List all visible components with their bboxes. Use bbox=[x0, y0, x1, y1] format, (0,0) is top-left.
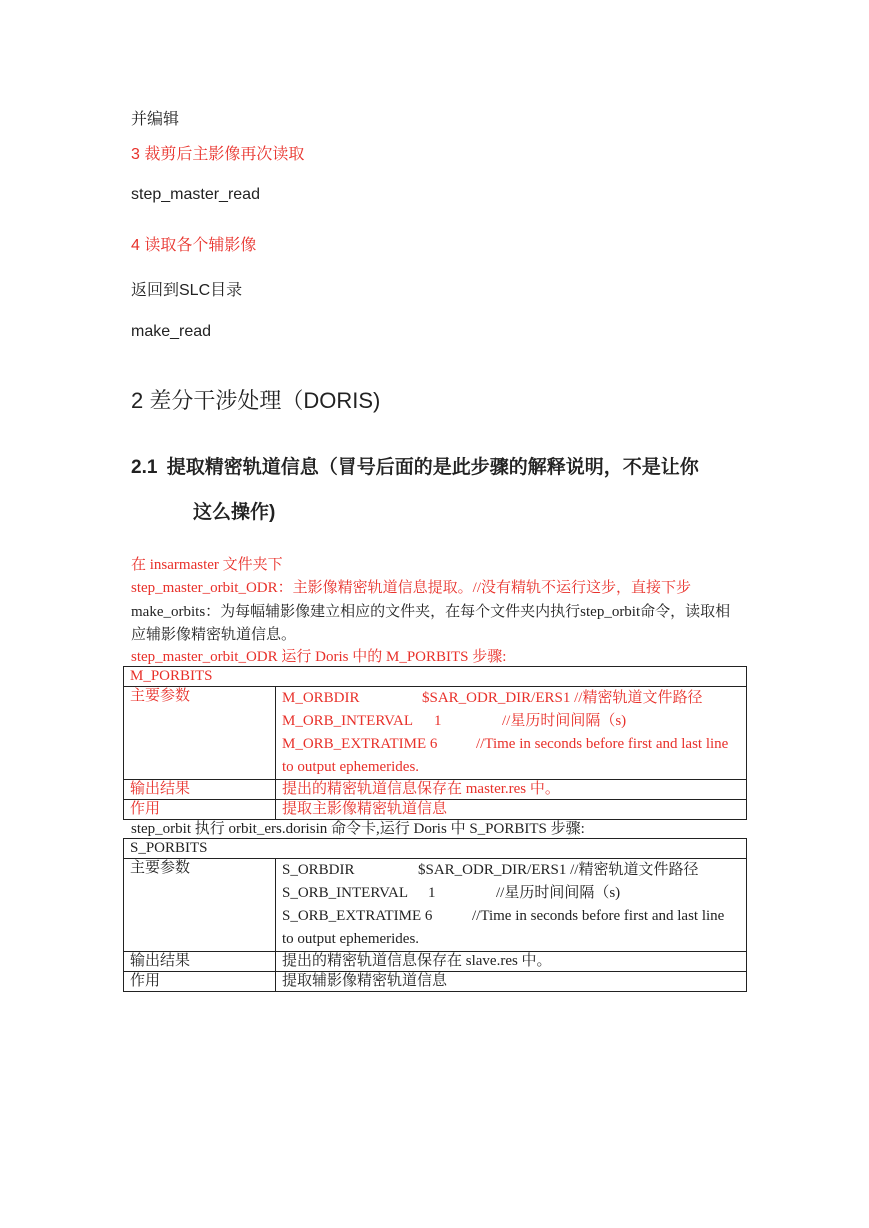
param-key: M_ORBDIR bbox=[282, 690, 360, 706]
param-value: 1 bbox=[428, 885, 436, 901]
output-value-cell bbox=[276, 780, 747, 800]
para-m-porbits-intro: step_master_orbit_ODR 运行 Doris 中的 M_PORBITS 步骤: bbox=[131, 649, 507, 665]
output-label-cell bbox=[124, 780, 276, 800]
table-title-cell bbox=[124, 667, 747, 687]
output-label: 输出结果 bbox=[130, 781, 191, 797]
param-label-cell bbox=[124, 687, 276, 780]
role-value: 提取主影像精密轨道信息 bbox=[282, 801, 448, 817]
step-4-heading: 4 读取各个辅影像 bbox=[131, 237, 257, 254]
table-row bbox=[124, 952, 747, 972]
output-label-cell bbox=[124, 952, 276, 972]
param-line bbox=[282, 733, 740, 756]
output-value: 提出的精密轨道信息保存在 master.res 中。 bbox=[282, 781, 560, 797]
output-label: 输出结果 bbox=[130, 953, 191, 969]
param-key: S_ORB_INTERVAL bbox=[282, 885, 409, 901]
role-label: 作用 bbox=[130, 801, 161, 817]
section-title-line2: 这么操作) bbox=[193, 502, 276, 523]
para-insarmaster-folder: 在 insarmaster 文件夹下 bbox=[131, 557, 283, 573]
param-label-cell bbox=[124, 859, 276, 952]
text-return-slc: 返回到SLC目录 bbox=[131, 282, 243, 299]
step-3-heading: 3 裁剪后主影像再次读取 bbox=[131, 146, 305, 163]
table-m-porbits bbox=[123, 666, 747, 820]
table-title-cell bbox=[124, 839, 747, 859]
param-values-cell bbox=[276, 687, 747, 780]
table-row bbox=[124, 780, 747, 800]
param-key: M_ORB_INTERVAL bbox=[282, 713, 414, 729]
role-label: 作用 bbox=[130, 973, 161, 989]
param-line bbox=[282, 859, 740, 882]
table-row bbox=[124, 972, 747, 992]
param-line bbox=[282, 710, 740, 733]
para-make-orbits-line1: make_orbits：为每幅辅影像建立相应的文件夹，在每个文件夹内执行step_orbit命令，读取相 bbox=[131, 604, 731, 620]
role-value-cell bbox=[276, 972, 747, 992]
para-s-porbits-intro: step_orbit 执行 orbit_ers.dorisin 命令卡,运行 Doris 中 S_PORBITS 步骤: bbox=[131, 821, 585, 837]
param-value: $SAR_ODR_DIR/ERS1 //精密轨道文件路径 bbox=[422, 690, 703, 706]
table-title: S_PORBITS bbox=[130, 840, 208, 856]
command-step-master-read: step_master_read bbox=[131, 186, 260, 203]
param-line bbox=[282, 905, 740, 928]
table-row bbox=[124, 667, 747, 687]
param-value: 1 bbox=[434, 713, 442, 729]
param-line bbox=[282, 687, 740, 710]
param-key: S_ORBDIR bbox=[282, 862, 355, 878]
output-value-cell bbox=[276, 952, 747, 972]
text-line-edit: 并编辑 bbox=[131, 111, 180, 128]
param-label: 主要参数 bbox=[130, 860, 191, 876]
table-s-porbits bbox=[123, 838, 747, 992]
param-comment: //Time in seconds before first and last line bbox=[476, 736, 729, 752]
para-step-master-orbit: step_master_orbit_ODR：主影像精密轨道信息提取。//没有精轨不运行这步，直接下步 bbox=[131, 580, 691, 596]
para-make-orbits-line2: 应辅影像精密轨道信息。 bbox=[131, 627, 297, 643]
table-title: M_PORBITS bbox=[130, 668, 213, 684]
section-number: 2.1 bbox=[131, 457, 158, 478]
param-wrap-line: to output ephemerides. bbox=[282, 759, 420, 775]
param-comment: //Time in seconds before first and last line bbox=[472, 908, 725, 924]
table-row bbox=[124, 859, 747, 952]
param-key: S_ORB_EXTRATIME 6 bbox=[282, 908, 433, 924]
command-make-read: make_read bbox=[131, 323, 212, 340]
param-label: 主要参数 bbox=[130, 688, 191, 704]
section-heading-2-1 bbox=[131, 452, 699, 479]
table-row bbox=[124, 687, 747, 780]
section-title-line1: 提取精密轨道信息（冒号后面的是此步骤的解释说明，不是让你 bbox=[166, 457, 699, 478]
param-wrap-line: to output ephemerides. bbox=[282, 931, 420, 947]
param-key: M_ORB_EXTRATIME 6 bbox=[282, 736, 438, 752]
output-value: 提出的精密轨道信息保存在 slave.res 中。 bbox=[282, 953, 552, 969]
param-comment: //星历时间间隔（s) bbox=[496, 885, 621, 901]
table-row bbox=[124, 839, 747, 859]
role-label-cell bbox=[124, 972, 276, 992]
param-line bbox=[282, 882, 740, 905]
param-comment: //星历时间间隔（s) bbox=[502, 713, 627, 729]
param-value: $SAR_ODR_DIR/ERS1 //精密轨道文件路径 bbox=[418, 862, 699, 878]
role-value: 提取辅影像精密轨道信息 bbox=[282, 973, 448, 989]
section-heading-2: 2 差分干涉处理（DORIS) bbox=[131, 388, 381, 413]
param-values-cell bbox=[276, 859, 747, 952]
